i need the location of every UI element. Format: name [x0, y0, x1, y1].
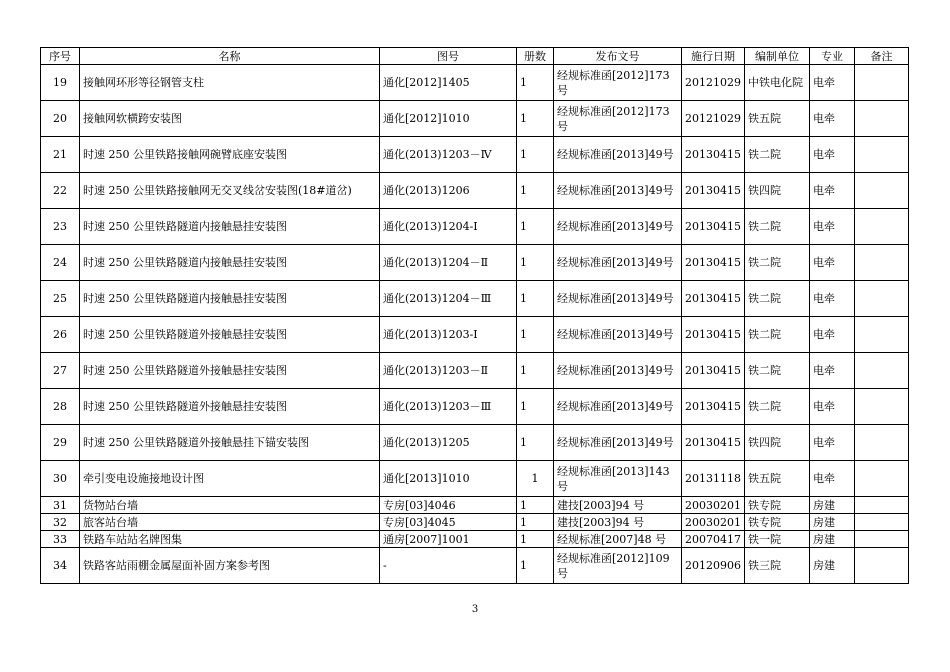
- cell-drawing: 通化[2013]1010: [380, 461, 517, 497]
- cell-major: 电牵: [810, 101, 855, 137]
- cell-date: 20130415: [682, 281, 745, 317]
- cell-name: 时速 250 公里铁路隧道外接触悬挂安装图: [80, 353, 380, 389]
- cell-unit: 铁二院: [745, 209, 810, 245]
- cell-volumes: 1: [517, 389, 554, 425]
- cell-unit: 铁二院: [745, 353, 810, 389]
- table-row: [41, 548, 909, 584]
- page-number: 3: [471, 604, 479, 615]
- cell-date: 20030201: [682, 497, 745, 514]
- cell-note: [855, 425, 909, 461]
- cell-date: 20120906: [682, 548, 745, 584]
- cell-note: [855, 137, 909, 173]
- cell-unit: 铁三院: [745, 548, 810, 584]
- cell-volumes: 1: [517, 209, 554, 245]
- cell-doc: 经规标准函[2013]49号: [554, 173, 682, 209]
- cell-volumes: 1: [517, 353, 554, 389]
- cell-date: 20121029: [682, 101, 745, 137]
- cell-volumes: 1: [517, 245, 554, 281]
- cell-drawing: 通化(2013)1203－Ⅱ: [380, 353, 517, 389]
- table-header-row: [41, 48, 909, 65]
- cell-note: [855, 101, 909, 137]
- cell-date: 20131118: [682, 461, 745, 497]
- cell-date: 20070417: [682, 531, 745, 548]
- cell-doc: 经规标准函[2012]173号: [554, 101, 682, 137]
- cell-major: 电牵: [810, 317, 855, 353]
- cell-name: 铁路客站雨棚金属屋面补固方案参考图: [80, 548, 380, 584]
- cell-unit: 铁四院: [745, 425, 810, 461]
- cell-no: 30: [41, 461, 80, 497]
- cell-date: 20121029: [682, 65, 745, 101]
- cell-doc: 经规标准函[2013]49号: [554, 425, 682, 461]
- cell-doc: 经规标准函[2012]109号: [554, 548, 682, 584]
- cell-date: 20130415: [682, 317, 745, 353]
- cell-doc: 经规标准函[2013]49号: [554, 137, 682, 173]
- table-row: [41, 209, 909, 245]
- cell-name: 时速 250 公里铁路隧道外接触悬挂安装图: [80, 317, 380, 353]
- header-unit: 编制单位: [745, 48, 810, 65]
- cell-volumes: 1: [517, 548, 554, 584]
- cell-date: 20130415: [682, 425, 745, 461]
- cell-major: 房建: [810, 497, 855, 514]
- cell-major: 电牵: [810, 209, 855, 245]
- cell-date: 20130415: [682, 137, 745, 173]
- cell-doc: 经规标准函[2013]49号: [554, 281, 682, 317]
- cell-date: 20130415: [682, 389, 745, 425]
- cell-drawing: 通化(2013)1204－Ⅱ: [380, 245, 517, 281]
- header-date: 施行日期: [682, 48, 745, 65]
- cell-doc: 建技[2003]94 号: [554, 514, 682, 531]
- cell-unit: 铁四院: [745, 173, 810, 209]
- table-row: [41, 281, 909, 317]
- cell-unit: 铁一院: [745, 531, 810, 548]
- table-row: [41, 317, 909, 353]
- cell-drawing: 专房[03]4046: [380, 497, 517, 514]
- cell-note: [855, 389, 909, 425]
- cell-volumes: 1: [517, 173, 554, 209]
- cell-no: 22: [41, 173, 80, 209]
- cell-unit: 中铁电化院: [745, 65, 810, 101]
- cell-doc: 经规标准函[2013]49号: [554, 353, 682, 389]
- cell-date: 20030201: [682, 514, 745, 531]
- cell-name: 牵引变电设施接地设计图: [80, 461, 380, 497]
- cell-no: 21: [41, 137, 80, 173]
- cell-name: 时速 250 公里铁路接触网碗臂底座安装图: [80, 137, 380, 173]
- cell-no: 28: [41, 389, 80, 425]
- cell-volumes: 1: [517, 425, 554, 461]
- cell-volumes: 1: [517, 497, 554, 514]
- header-no: 序号: [41, 48, 80, 65]
- cell-name: 货物站台墙: [80, 497, 380, 514]
- cell-drawing: 通化(2013)1203－Ⅲ: [380, 389, 517, 425]
- header-note: 备注: [855, 48, 909, 65]
- cell-volumes: 1: [517, 65, 554, 101]
- cell-drawing: -: [380, 548, 517, 584]
- table-row: [41, 425, 909, 461]
- cell-unit: 铁二院: [745, 317, 810, 353]
- cell-name: 时速 250 公里铁路隧道内接触悬挂安装图: [80, 209, 380, 245]
- header-volumes: 册数: [517, 48, 554, 65]
- cell-note: [855, 65, 909, 101]
- cell-note: [855, 173, 909, 209]
- cell-major: 电牵: [810, 389, 855, 425]
- cell-note: [855, 497, 909, 514]
- cell-doc: 经规标准函[2013]49号: [554, 209, 682, 245]
- cell-major: 电牵: [810, 245, 855, 281]
- cell-unit: 铁五院: [745, 101, 810, 137]
- cell-doc: 经规标准函[2013]49号: [554, 245, 682, 281]
- table-row: [41, 353, 909, 389]
- cell-unit: 铁二院: [745, 137, 810, 173]
- table-row: [41, 514, 909, 531]
- cell-no: 31: [41, 497, 80, 514]
- cell-drawing: 通化(2013)1205: [380, 425, 517, 461]
- cell-unit: 铁专院: [745, 497, 810, 514]
- cell-major: 电牵: [810, 353, 855, 389]
- cell-volumes: 1: [517, 281, 554, 317]
- cell-name: 时速 250 公里铁路隧道外接触悬挂安装图: [80, 389, 380, 425]
- cell-unit: 铁二院: [745, 281, 810, 317]
- cell-note: [855, 281, 909, 317]
- cell-name: 接触网软横跨安装图: [80, 101, 380, 137]
- cell-no: 25: [41, 281, 80, 317]
- cell-volumes: 1: [517, 514, 554, 531]
- cell-no: 26: [41, 317, 80, 353]
- cell-volumes: 1: [517, 461, 554, 497]
- cell-volumes: 1: [517, 137, 554, 173]
- cell-drawing: 通化(2013)1203-Ⅰ: [380, 317, 517, 353]
- cell-no: 20: [41, 101, 80, 137]
- header-name: 名称: [80, 48, 380, 65]
- cell-note: [855, 514, 909, 531]
- table-body: [41, 65, 909, 584]
- cell-no: 33: [41, 531, 80, 548]
- cell-doc: 经规标准函[2012]173号: [554, 65, 682, 101]
- cell-drawing: 通化(2013)1206: [380, 173, 517, 209]
- cell-name: 旅客站台墙: [80, 514, 380, 531]
- table-row: [41, 245, 909, 281]
- cell-drawing: 专房[03]4045: [380, 514, 517, 531]
- table-row: [41, 137, 909, 173]
- cell-major: 电牵: [810, 281, 855, 317]
- cell-date: 20130415: [682, 245, 745, 281]
- table-row: [41, 531, 909, 548]
- cell-no: 23: [41, 209, 80, 245]
- cell-name: 时速 250 公里铁路隧道内接触悬挂安装图: [80, 281, 380, 317]
- cell-unit: 铁二院: [745, 245, 810, 281]
- cell-doc: 经规标准函[2013]143号: [554, 461, 682, 497]
- cell-drawing: 通化[2012]1010: [380, 101, 517, 137]
- cell-date: 20130415: [682, 353, 745, 389]
- cell-unit: 铁二院: [745, 389, 810, 425]
- cell-note: [855, 461, 909, 497]
- table-row: [41, 389, 909, 425]
- cell-major: 电牵: [810, 425, 855, 461]
- cell-name: 铁路车站站名牌图集: [80, 531, 380, 548]
- cell-no: 32: [41, 514, 80, 531]
- cell-doc: 建技[2003]94 号: [554, 497, 682, 514]
- cell-drawing: 通化[2012]1405: [380, 65, 517, 101]
- cell-note: [855, 531, 909, 548]
- cell-volumes: 1: [517, 317, 554, 353]
- table-row: [41, 65, 909, 101]
- header-major: 专业: [810, 48, 855, 65]
- table-row: [41, 497, 909, 514]
- cell-drawing: 通化(2013)1204-Ⅰ: [380, 209, 517, 245]
- cell-doc: 经规标准[2007]48 号: [554, 531, 682, 548]
- cell-drawing: 通化(2013)1203－Ⅳ: [380, 137, 517, 173]
- cell-unit: 铁五院: [745, 461, 810, 497]
- cell-major: 电牵: [810, 173, 855, 209]
- cell-major: 电牵: [810, 65, 855, 101]
- cell-major: 房建: [810, 531, 855, 548]
- cell-doc: 经规标准函[2013]49号: [554, 317, 682, 353]
- header-drawing: 图号: [380, 48, 517, 65]
- cell-note: [855, 317, 909, 353]
- table-row: [41, 173, 909, 209]
- cell-drawing: 通房[2007]1001: [380, 531, 517, 548]
- cell-no: 24: [41, 245, 80, 281]
- cell-volumes: 1: [517, 531, 554, 548]
- cell-note: [855, 209, 909, 245]
- standards-table: [40, 47, 909, 584]
- cell-note: [855, 245, 909, 281]
- header-doc: 发布文号: [554, 48, 682, 65]
- cell-no: 34: [41, 548, 80, 584]
- cell-unit: 铁专院: [745, 514, 810, 531]
- cell-no: 27: [41, 353, 80, 389]
- cell-no: 19: [41, 65, 80, 101]
- cell-no: 29: [41, 425, 80, 461]
- cell-doc: 经规标准函[2013]49号: [554, 389, 682, 425]
- cell-name: 时速 250 公里铁路隧道内接触悬挂安装图: [80, 245, 380, 281]
- cell-volumes: 1: [517, 101, 554, 137]
- cell-name: 时速 250 公里铁路接触网无交叉线岔安装图(18#道岔): [80, 173, 380, 209]
- cell-name: 接触网环形等径钢管支柱: [80, 65, 380, 101]
- cell-major: 房建: [810, 548, 855, 584]
- cell-major: 电牵: [810, 461, 855, 497]
- cell-date: 20130415: [682, 209, 745, 245]
- cell-note: [855, 548, 909, 584]
- cell-date: 20130415: [682, 173, 745, 209]
- cell-drawing: 通化(2013)1204－Ⅲ: [380, 281, 517, 317]
- cell-major: 房建: [810, 514, 855, 531]
- cell-major: 电牵: [810, 137, 855, 173]
- table-row: [41, 101, 909, 137]
- table-row: [41, 461, 909, 497]
- cell-note: [855, 353, 909, 389]
- cell-name: 时速 250 公里铁路隧道外接触悬挂下锚安装图: [80, 425, 380, 461]
